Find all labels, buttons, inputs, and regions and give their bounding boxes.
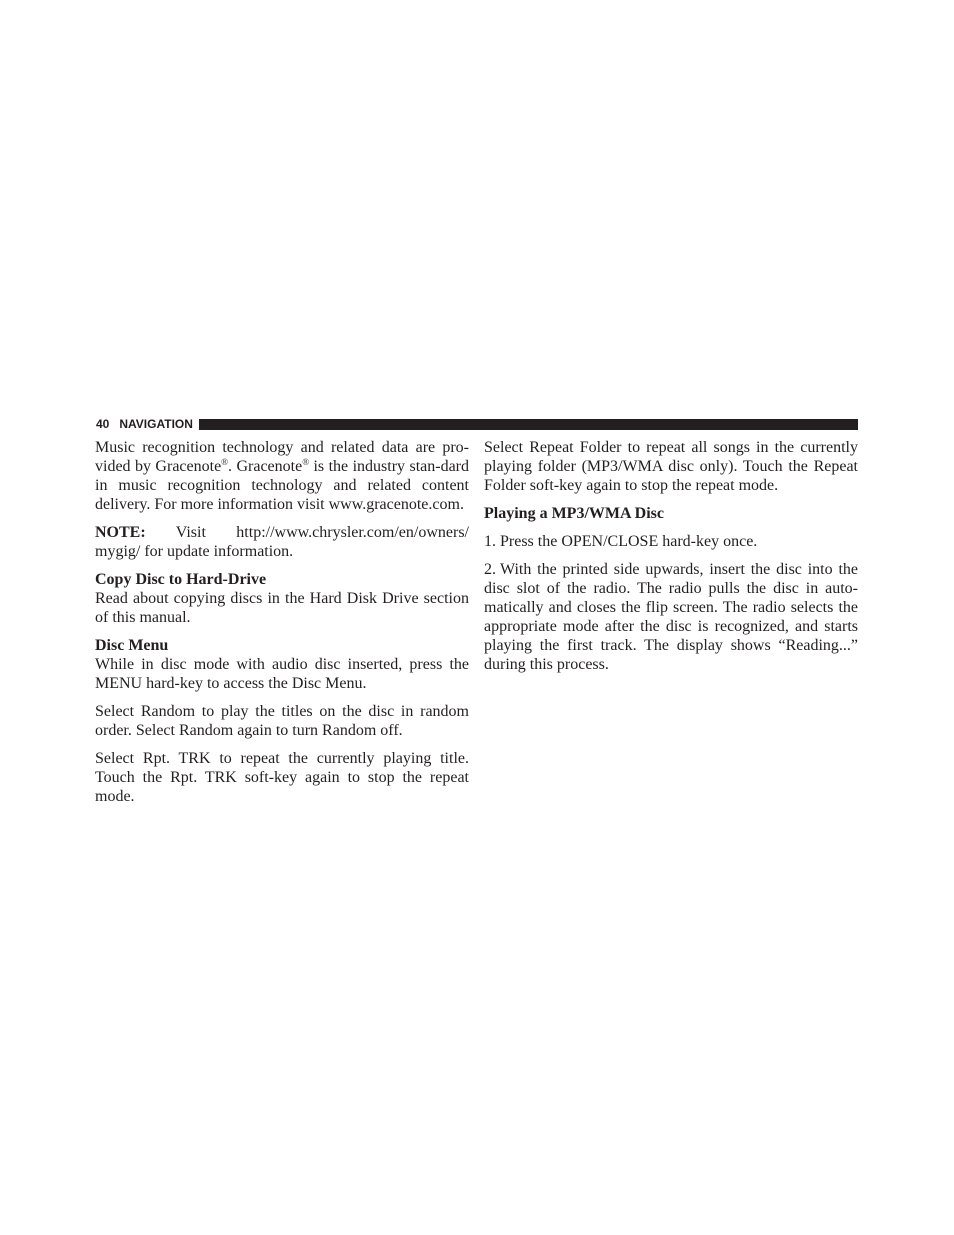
- header-rule: [199, 419, 858, 430]
- repeat-track-text: Select Rpt. TRK to repeat the currently playing title. Touch the Rpt. TRK soft-key again to stop the repeat mode.: [95, 750, 469, 805]
- copy-disc-heading: Copy Disc to Hard-Drive: [95, 571, 267, 588]
- repeat-folder-text: Select Repeat Folder to repeat all songs in the currently playing folder (MP3/WMA disc only). Touch the Repeat Folder soft-key again to stop the repeat mode.: [484, 439, 858, 494]
- section-title: NAVIGATION: [119, 417, 193, 431]
- step-2-text: With the printed side upwards, insert the disc into the disc slot of the radio. The radio pulls the disc in auto-matically and closes the flip screen. The radio selects the appropriate mode after the disc is recognized, and starts playing the first track. The display shows “Reading...” during this process.: [484, 561, 858, 673]
- step-2: [484, 560, 858, 674]
- gracenote-paragraph: [95, 438, 469, 514]
- page-number: 40: [96, 417, 110, 431]
- step-1-number: 1.: [484, 533, 496, 550]
- disc-menu-heading: Disc Menu: [95, 637, 169, 654]
- registered-mark-1: ®: [221, 457, 229, 467]
- page-header: [96, 417, 858, 431]
- disc-menu-text: While in disc mode with audio disc inserted, press the MENU hard-key to access the Disc Menu.: [95, 656, 469, 692]
- note-text: Visit http://www.chrysler.com/en/owners/ mygig/ for update information.: [95, 524, 473, 560]
- gracenote-text-c: is the industry stan-dard in music recognition technology and related content delivery. For more information visit www.gracenote.com.: [95, 458, 470, 513]
- right-column: [484, 438, 858, 683]
- registered-mark-2: ®: [302, 457, 310, 467]
- gracenote-text-b: . Gracenote: [228, 458, 303, 475]
- step-1-text: Press the OPEN/CLOSE hard-key once.: [500, 533, 758, 550]
- step-2-number: 2.: [484, 561, 496, 578]
- gracenote-text-a: Music recognition technology and related data are pro-vided by Gracenote: [95, 439, 469, 475]
- mp3-heading: Playing a MP3/WMA Disc: [484, 505, 664, 522]
- note-paragraph: [95, 523, 473, 561]
- left-column: [95, 438, 473, 815]
- copy-disc-text: Read about copying discs in the Hard Disk Drive section of this manual.: [95, 590, 469, 626]
- random-text: Select Random to play the titles on the disc in random order. Select Random again to turn Random off.: [95, 703, 469, 739]
- note-label: NOTE:: [95, 524, 146, 541]
- step-1: [484, 532, 858, 551]
